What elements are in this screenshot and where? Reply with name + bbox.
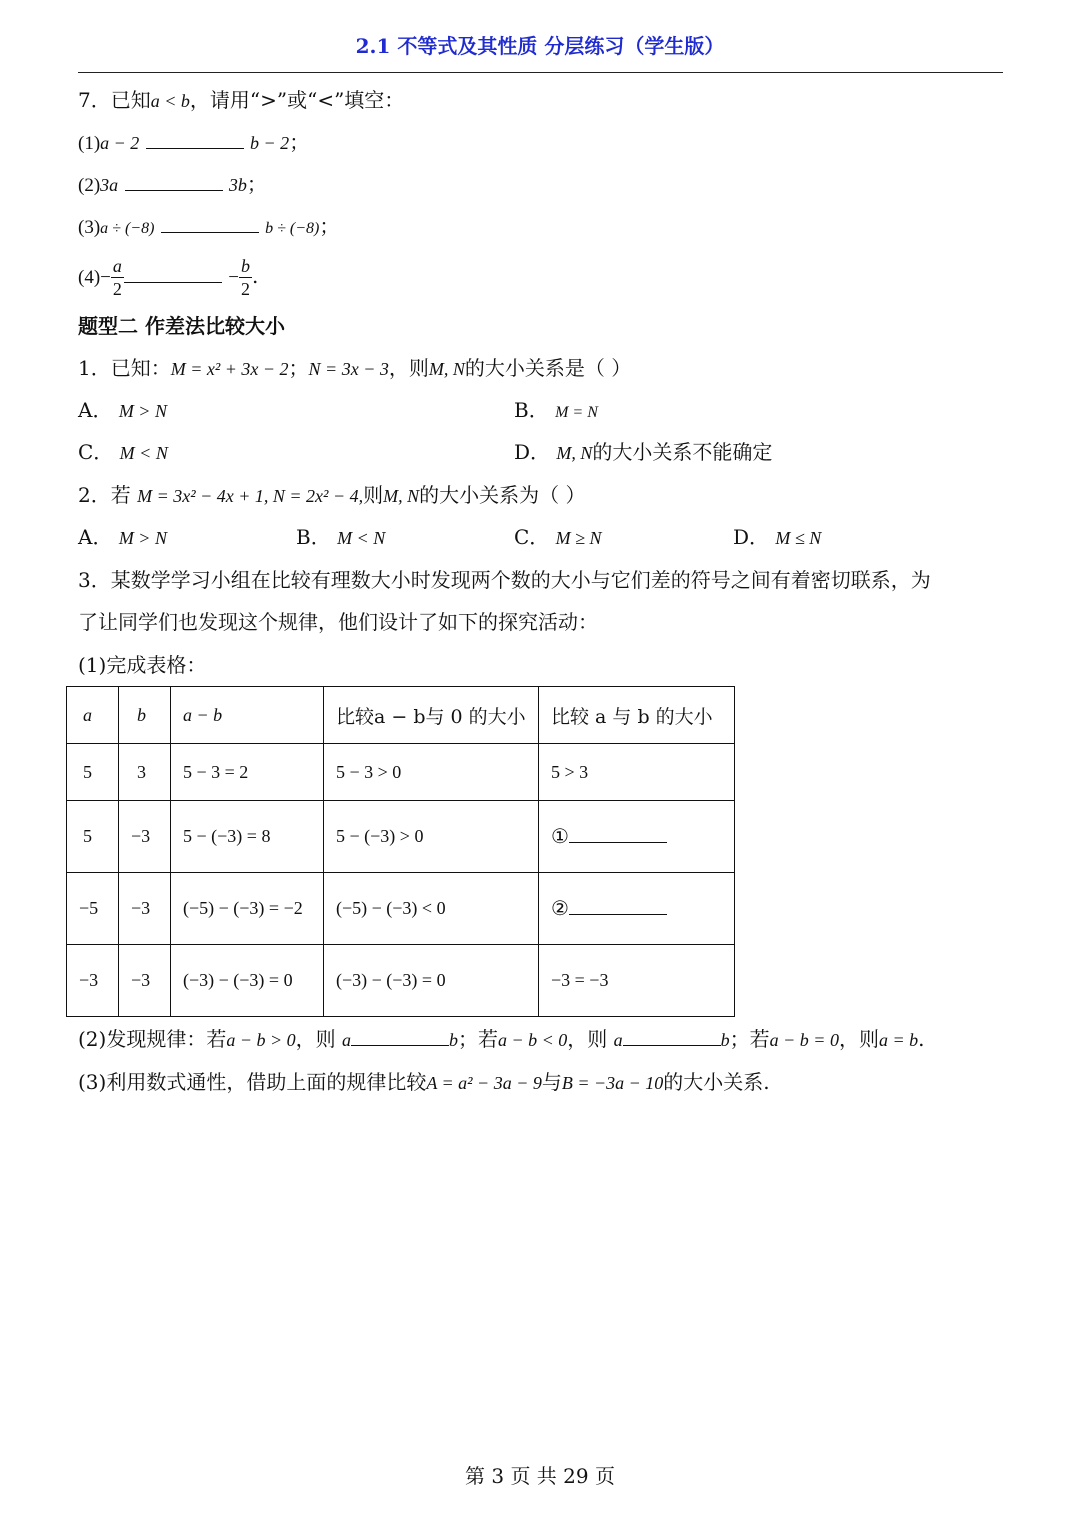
table-header: a − b (171, 687, 324, 744)
q3-part-3-suffix: 的大小关系. (663, 1070, 770, 1094)
q3-part-1: (1)完成表格： (78, 653, 207, 677)
page-footer: 第 3 页 共 29 页 (465, 1464, 615, 1488)
q3-line-1: 3．某数学学习小组在比较有理数大小时发现两个数的大小与它们差的符号之间有着密切联系，为 (78, 568, 931, 592)
q2-option-a-label: A． (78, 525, 113, 549)
answer-1-blank[interactable] (569, 824, 667, 843)
q7-part-2-right: 3b (228, 175, 247, 195)
table-header: b (119, 687, 171, 744)
q2-option-d-text: M ≤ N (775, 528, 822, 548)
q1-option-c-label: C． (78, 440, 114, 464)
q7-part-3 (78, 212, 339, 243)
q7-part-2 (78, 170, 267, 200)
table-cell: 5 − (−3) > 0 (324, 801, 539, 873)
q7-part-4-right-fraction (239, 255, 252, 300)
q2-option-c-text: M ≥ N (555, 528, 602, 548)
q7-part-4-left-numerator: a (112, 256, 122, 276)
q3-part-2-then-1: ，则 (295, 1027, 336, 1051)
table-cell: −5 (67, 873, 119, 945)
q3-part-3-a-expr: A = a² − 3a − 9 (426, 1073, 542, 1093)
header-divider (78, 72, 1003, 73)
q7-part-1-left: a − 2 (100, 133, 140, 153)
q7-part-3-end: ； (319, 214, 340, 238)
q1-m-expr: M = x² + 3x − 2 (170, 359, 289, 379)
q7-part-1-end: ； (289, 130, 310, 154)
table-row (67, 744, 735, 801)
table-cell: 5 − 3 = 2 (171, 744, 324, 801)
table-cell: (−3) − (−3) = 0 (171, 945, 324, 1017)
q1-option-d-suffix: 的大小关系不能确定 (592, 440, 773, 464)
q2-option-c[interactable] (514, 523, 602, 552)
rule-blank-2[interactable] (623, 1027, 721, 1046)
q3-part-2-sep-1: ；若 (458, 1027, 498, 1051)
q2-option-b-text: M < N (337, 528, 386, 548)
q7-part-1-label: (1) (78, 133, 101, 154)
q7-given: a < b (150, 91, 190, 111)
q3-part-3 (78, 1068, 770, 1097)
q1-option-d-text: M, N (556, 443, 593, 463)
q7-part-4-right-sign: − (228, 267, 239, 288)
table-row (67, 873, 735, 945)
table-cell: −3 (67, 945, 119, 1017)
q1-prefix: 1．已知： (78, 356, 171, 380)
circled-two-marker: ② (551, 898, 569, 920)
q1-option-d[interactable] (514, 438, 772, 467)
q7-part-4-left-sign: − (100, 267, 111, 288)
q3-part-3-prefix: (3)利用数式通性，借助上面的规律比较 (78, 1070, 427, 1094)
q3-part-2-cond-4: a = b (878, 1030, 919, 1050)
section-title: 题型二 作差法比较大小 (78, 314, 285, 338)
q1-stem (78, 354, 631, 383)
q7-part-4-label: (4) (78, 267, 101, 288)
table-cell: 3 (119, 744, 171, 801)
table-cell: (−5) − (−3) < 0 (324, 873, 539, 945)
table-cell: 5 (67, 801, 119, 873)
q7-part-1-blank[interactable] (146, 130, 244, 149)
q3-part-2-a-1: a (342, 1030, 351, 1050)
q2-option-c-label: C． (514, 525, 550, 549)
q7-part-4-left-fraction (111, 255, 124, 300)
q7-part-4 (78, 254, 258, 300)
q7-instruction: ，请用“>”或“<”填空： (189, 88, 405, 112)
q7-part-3-blank[interactable] (161, 214, 259, 233)
q2-option-b-label: B． (296, 525, 331, 549)
q3-part-2-then-2: ，则 (567, 1027, 608, 1051)
table-cell: 5 > 3 (539, 744, 735, 801)
q7-part-2-blank[interactable] (125, 172, 223, 191)
q7-part-2-left: 3a (100, 175, 119, 195)
table-cell: −3 (119, 801, 171, 873)
q7-stem (78, 86, 404, 115)
q1-vars: M, N (428, 359, 465, 379)
q3-part-2-then-3: ，则 (838, 1027, 879, 1051)
q1-option-b-label: B． (514, 398, 549, 422)
table-cell: −3 = −3 (539, 945, 735, 1017)
answer-2-blank[interactable] (569, 896, 667, 915)
header-title: 2.1 不等式及其性质 分层练习（学生版） (355, 34, 725, 58)
q2-prefix: 2．若 (78, 483, 131, 507)
table-cell: −3 (119, 873, 171, 945)
table-row (67, 801, 735, 873)
q7-part-4-right-denominator: 2 (240, 279, 250, 299)
q1-option-c[interactable] (78, 438, 168, 467)
q1-option-b-text: M = N (555, 404, 598, 421)
table-cell: (−5) − (−3) = −2 (171, 873, 324, 945)
q1-option-a-text: M > N (118, 401, 167, 421)
table-header-row (67, 687, 735, 744)
q3-part-2-sep-2: ；若 (729, 1027, 770, 1051)
q3-part-2 (78, 1025, 924, 1054)
table-cell: 5 − (−3) = 8 (171, 801, 324, 873)
comparison-table (66, 686, 735, 1017)
q2-option-a[interactable] (78, 523, 167, 552)
table-header: 比较a − b与 0 的大小 (324, 687, 539, 744)
q1-suffix: 的大小关系是（ ） (464, 356, 632, 380)
table-cell: −3 (119, 945, 171, 1017)
q1-n-expr: N = 3x − 3 (308, 359, 389, 379)
table-cell: 5 − 3 > 0 (324, 744, 539, 801)
q2-vars: M, N (383, 486, 420, 506)
q3-part-3-mid: 与 (541, 1070, 562, 1094)
q7-prefix: 7．已知 (78, 88, 151, 112)
q7-part-3-right: b ÷ (−8) (265, 220, 320, 237)
table-cell-answer-1 (539, 801, 735, 873)
q7-part-2-label: (2) (78, 175, 101, 196)
q7-part-4-end: . (251, 264, 259, 288)
q3-part-2-prefix: (2)发现规律：若 (78, 1027, 227, 1051)
q3-part-3-b-expr: B = −3a − 10 (561, 1073, 664, 1093)
rule-blank-1[interactable] (351, 1027, 449, 1046)
q1-mid: ，则 (388, 356, 429, 380)
q3-part-2-b-2: b (720, 1030, 730, 1050)
table-cell-answer-2 (539, 873, 735, 945)
q3-part-2-cond-1: a − b > 0 (226, 1030, 296, 1050)
q1-option-b[interactable] (514, 396, 598, 427)
q7-part-1 (78, 128, 309, 158)
q7-part-3-label: (3) (78, 217, 101, 238)
q1-option-a[interactable] (78, 396, 167, 425)
q3-part-2-a-2: a (613, 1030, 623, 1050)
circled-one-marker: ① (551, 826, 569, 848)
table-cell: 5 (67, 744, 119, 801)
q3-part-2-b-1: b (449, 1030, 458, 1050)
table-header: a (67, 687, 119, 744)
q7-part-4-right-numerator: b (240, 256, 250, 276)
q3-part-2-end: . (918, 1027, 925, 1051)
q1-option-d-label: D． (514, 440, 551, 464)
q7-part-3-left: a ÷ (−8) (100, 220, 155, 237)
q2-expr: M = 3x² − 4x + 1, N = 2x² − 4, (137, 486, 364, 506)
table-cell: (−3) − (−3) = 0 (324, 945, 539, 1017)
q7-part-4-left-denominator: 2 (112, 279, 122, 299)
q1-sep: ； (288, 356, 309, 380)
q1-option-a-label: A． (78, 398, 113, 422)
q3-part-2-cond-3: a − b = 0 (769, 1030, 839, 1050)
q2-option-d-label: D． (733, 525, 770, 549)
q1-option-c-text: M < N (119, 443, 168, 463)
q2-suffix: 的大小关系为（ ） (419, 483, 586, 507)
q2-option-a-text: M > N (118, 528, 167, 548)
q2-option-b[interactable] (296, 523, 385, 552)
table-header: 比较 a 与 b 的大小 (539, 687, 735, 744)
q3-line-2: 了让同学们也发现这个规律，他们设计了如下的探究活动： (78, 610, 598, 634)
q7-part-1-right: b − 2 (250, 133, 290, 153)
q2-option-d[interactable] (733, 523, 821, 552)
q7-part-4-blank[interactable] (124, 264, 222, 283)
q3-part-2-cond-2: a − b < 0 (498, 1030, 568, 1050)
q2-stem (78, 481, 585, 510)
table-row (67, 945, 735, 1017)
q2-mid: 则 (363, 483, 384, 507)
q7-part-2-end: ； (246, 172, 267, 196)
